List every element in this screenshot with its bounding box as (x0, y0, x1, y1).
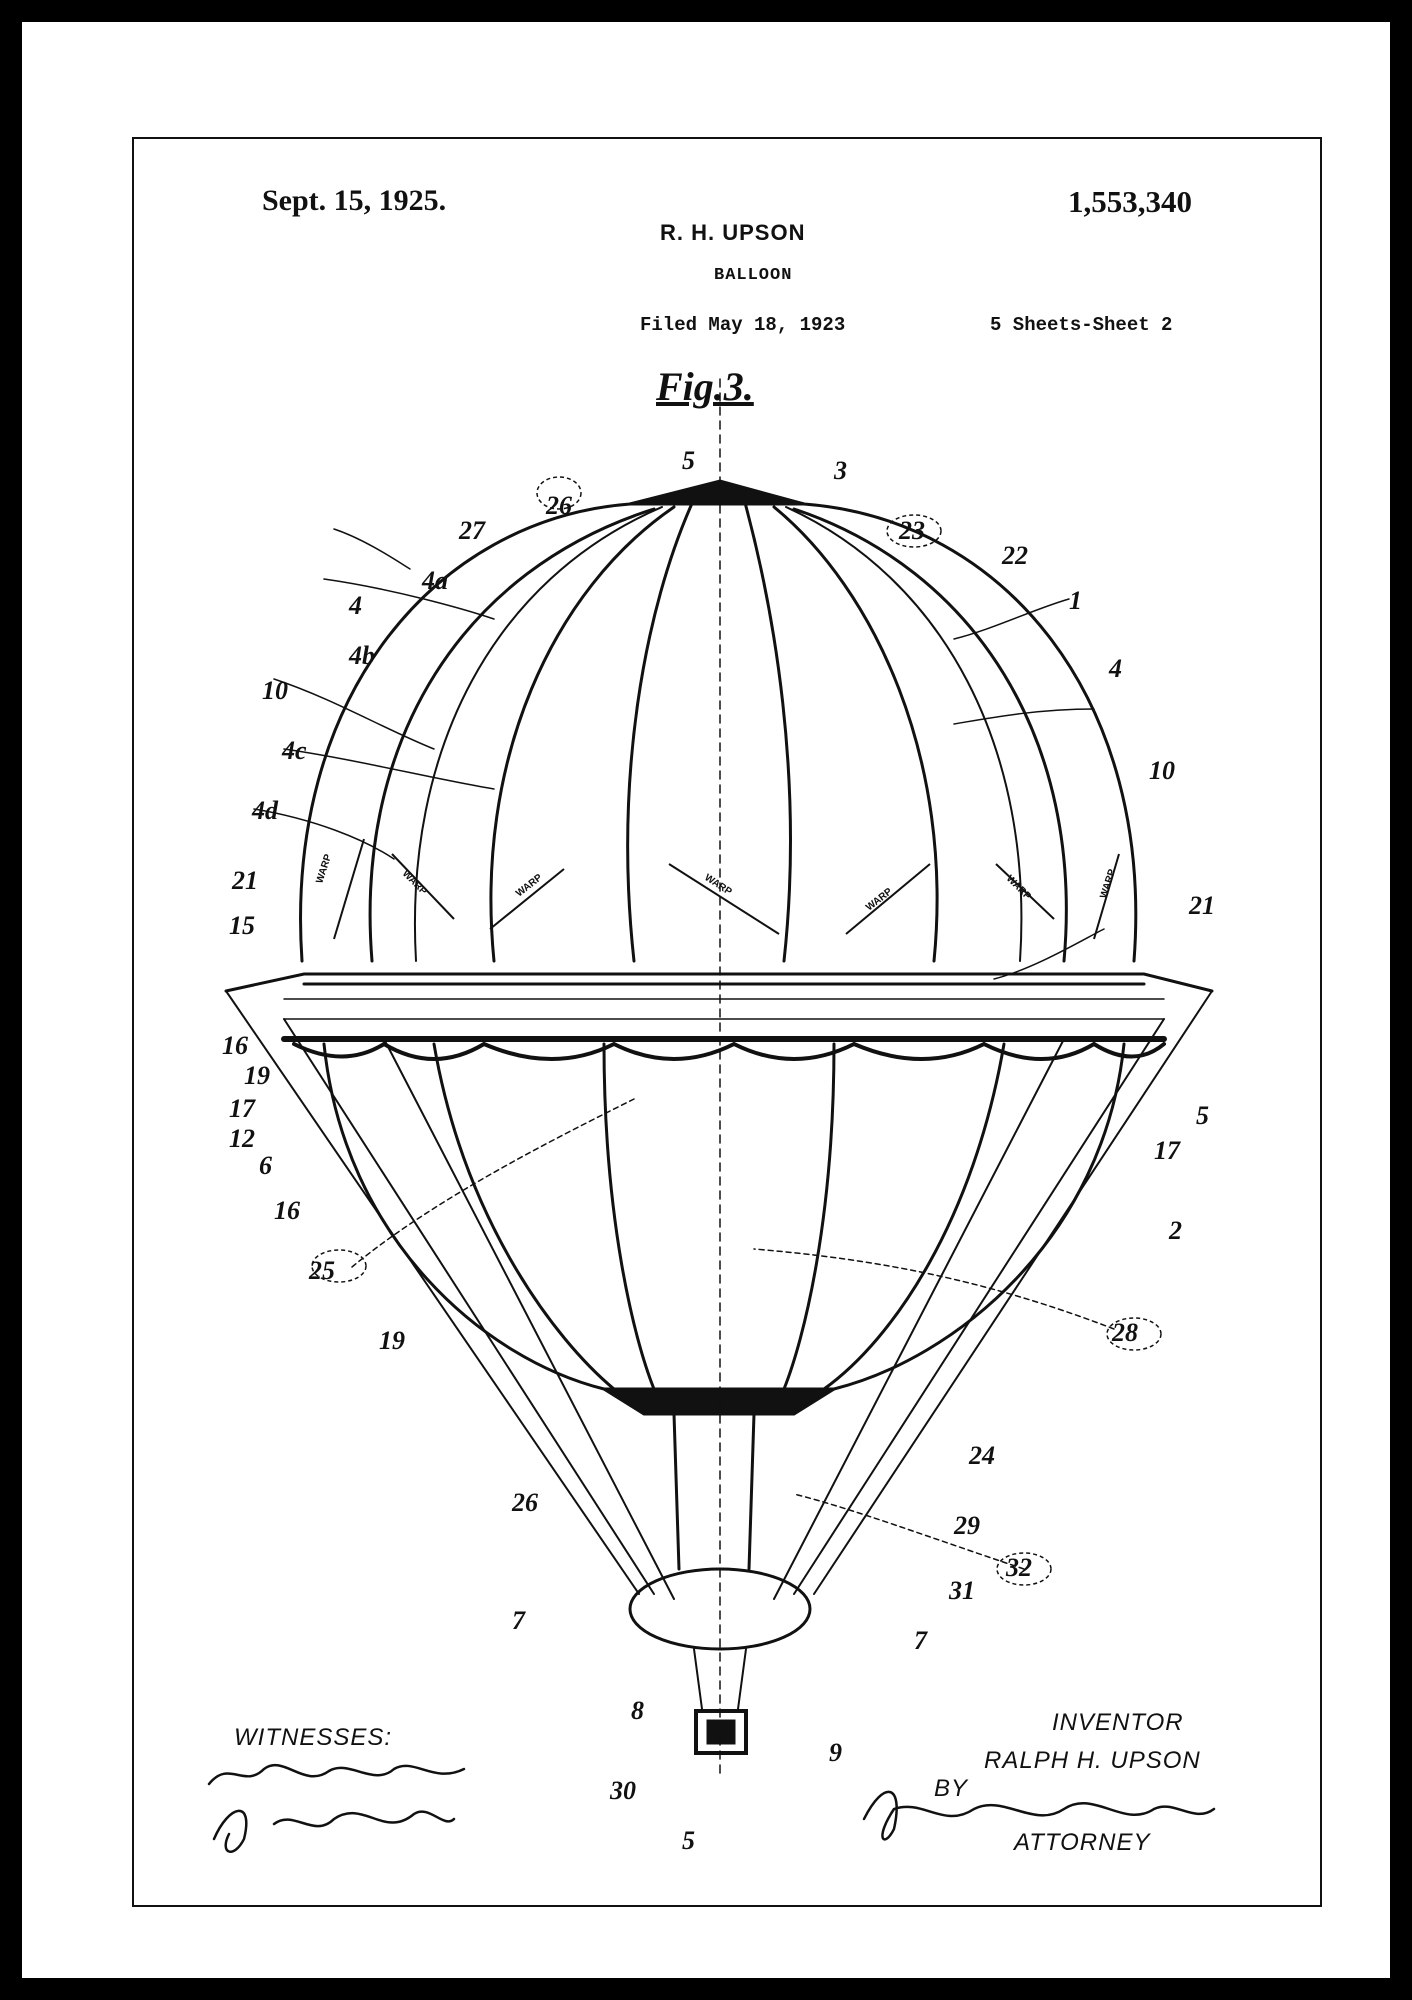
ref-numeral: 26 (512, 1488, 538, 1517)
warp-label: WARP (514, 872, 545, 900)
ref-numeral: 16 (222, 1031, 248, 1060)
patent-title: BALLOON (714, 266, 793, 285)
by-label: BY (934, 1775, 969, 1802)
ref-numeral: 21 (232, 866, 258, 895)
ref-numeral: 4 (1109, 654, 1122, 683)
ref-numeral: 4c (282, 736, 307, 765)
filed-date: Filed May 18, 1923 (640, 314, 846, 336)
ref-numeral: 4d (252, 796, 278, 825)
ref-numeral: 2 (1169, 1216, 1182, 1245)
sheet-count: 5 Sheets-Sheet 2 (990, 314, 1173, 336)
gore-line (744, 499, 790, 961)
figure-label: Fig.3. (656, 364, 754, 409)
warp-label: WARP (399, 868, 429, 898)
warp-label: WARP (1098, 867, 1119, 900)
ref-numeral: 16 (274, 1196, 300, 1225)
ref-numeral: 10 (262, 676, 288, 705)
suspension-line (814, 991, 1212, 1594)
ref-numeral: 25 (309, 1256, 335, 1285)
equator-scallop (294, 1044, 1164, 1059)
ref-numeral: 8 (631, 1696, 644, 1725)
ref-numeral: 4b (349, 641, 375, 670)
gore-line (774, 507, 937, 961)
ref-numeral: 29 (954, 1511, 980, 1540)
poster-frame (22, 22, 1390, 1978)
ref-numeral: 22 (1002, 541, 1028, 570)
inventor-label: INVENTOR (1052, 1709, 1184, 1736)
ref-numeral: 3 (834, 456, 847, 485)
lower-gore (434, 1044, 614, 1389)
section-label-top: 5 (682, 446, 695, 475)
inventor-full-name: RALPH H. UPSON (984, 1747, 1201, 1774)
bottom-cap (604, 1389, 834, 1414)
patent-sheet (132, 137, 1322, 1907)
equator-hatch (284, 999, 1164, 1019)
witness-signature-2 (214, 1811, 454, 1852)
leader-line (352, 1099, 1114, 1569)
warp-label: WARP (314, 852, 335, 885)
ref-numeral: 31 (949, 1576, 975, 1605)
suspension-line (794, 1019, 1164, 1594)
suspension-line (774, 1039, 1064, 1599)
ref-numeral: 6 (259, 1151, 272, 1180)
lower-gore (784, 1044, 834, 1389)
load-ring (630, 1569, 810, 1649)
ref-numeral: 28 (1112, 1318, 1138, 1347)
leader-line (954, 599, 1104, 979)
ref-numeral: 7 (914, 1626, 927, 1655)
section-label-bottom: 5 (682, 1826, 695, 1855)
lower-gore (604, 1044, 654, 1389)
ref-numeral: 4a (422, 566, 448, 595)
ref-numeral: 23 (899, 516, 925, 545)
ref-numeral: 24 (969, 1441, 995, 1470)
suspension-line (284, 1019, 654, 1594)
patent-number: 1,553,340 (1068, 184, 1192, 219)
ref-numeral: 1 (1069, 586, 1082, 615)
witness-signature-1 (209, 1765, 464, 1784)
ref-numeral: 4 (349, 591, 362, 620)
warp-label: WARP (864, 886, 895, 914)
gore-line (628, 499, 694, 961)
ref-numeral: 17 (229, 1094, 255, 1123)
lower-gore (824, 1044, 1004, 1389)
witnesses-label: WITNESSES: (234, 1724, 393, 1751)
ref-numeral: 30 (610, 1776, 636, 1805)
appendix-sleeve (674, 1414, 754, 1569)
leader-line (254, 529, 494, 859)
ref-numeral: 26 (546, 491, 572, 520)
suspension-line (226, 991, 639, 1594)
inventor-name-header: R. H. UPSON (660, 220, 806, 245)
ref-numeral: 10 (1149, 756, 1175, 785)
gore-line (415, 507, 662, 961)
ref-numeral: 15 (229, 911, 255, 940)
warp-label: WARP (1003, 873, 1033, 903)
balloon-drawing (134, 139, 1320, 1905)
ref-numeral: 5 (1196, 1101, 1209, 1130)
ref-numeral: 19 (244, 1061, 270, 1090)
ref-numeral: 27 (459, 516, 485, 545)
attorney-label: ATTORNEY (1014, 1829, 1151, 1856)
ref-numeral: 19 (379, 1326, 405, 1355)
patent-date: Sept. 15, 1925. (262, 184, 447, 217)
ref-numeral: 21 (1189, 891, 1215, 920)
ref-numeral: 12 (229, 1124, 255, 1153)
gore-line (370, 509, 654, 961)
ref-numeral: 17 (1154, 1136, 1180, 1165)
ref-numeral: 7 (512, 1606, 525, 1635)
warp-label: WARP (702, 872, 734, 898)
top-cap (630, 481, 804, 504)
ref-numeral: 9 (829, 1738, 842, 1767)
ref-numeral: 32 (1006, 1553, 1032, 1582)
basket-inner (708, 1721, 734, 1743)
